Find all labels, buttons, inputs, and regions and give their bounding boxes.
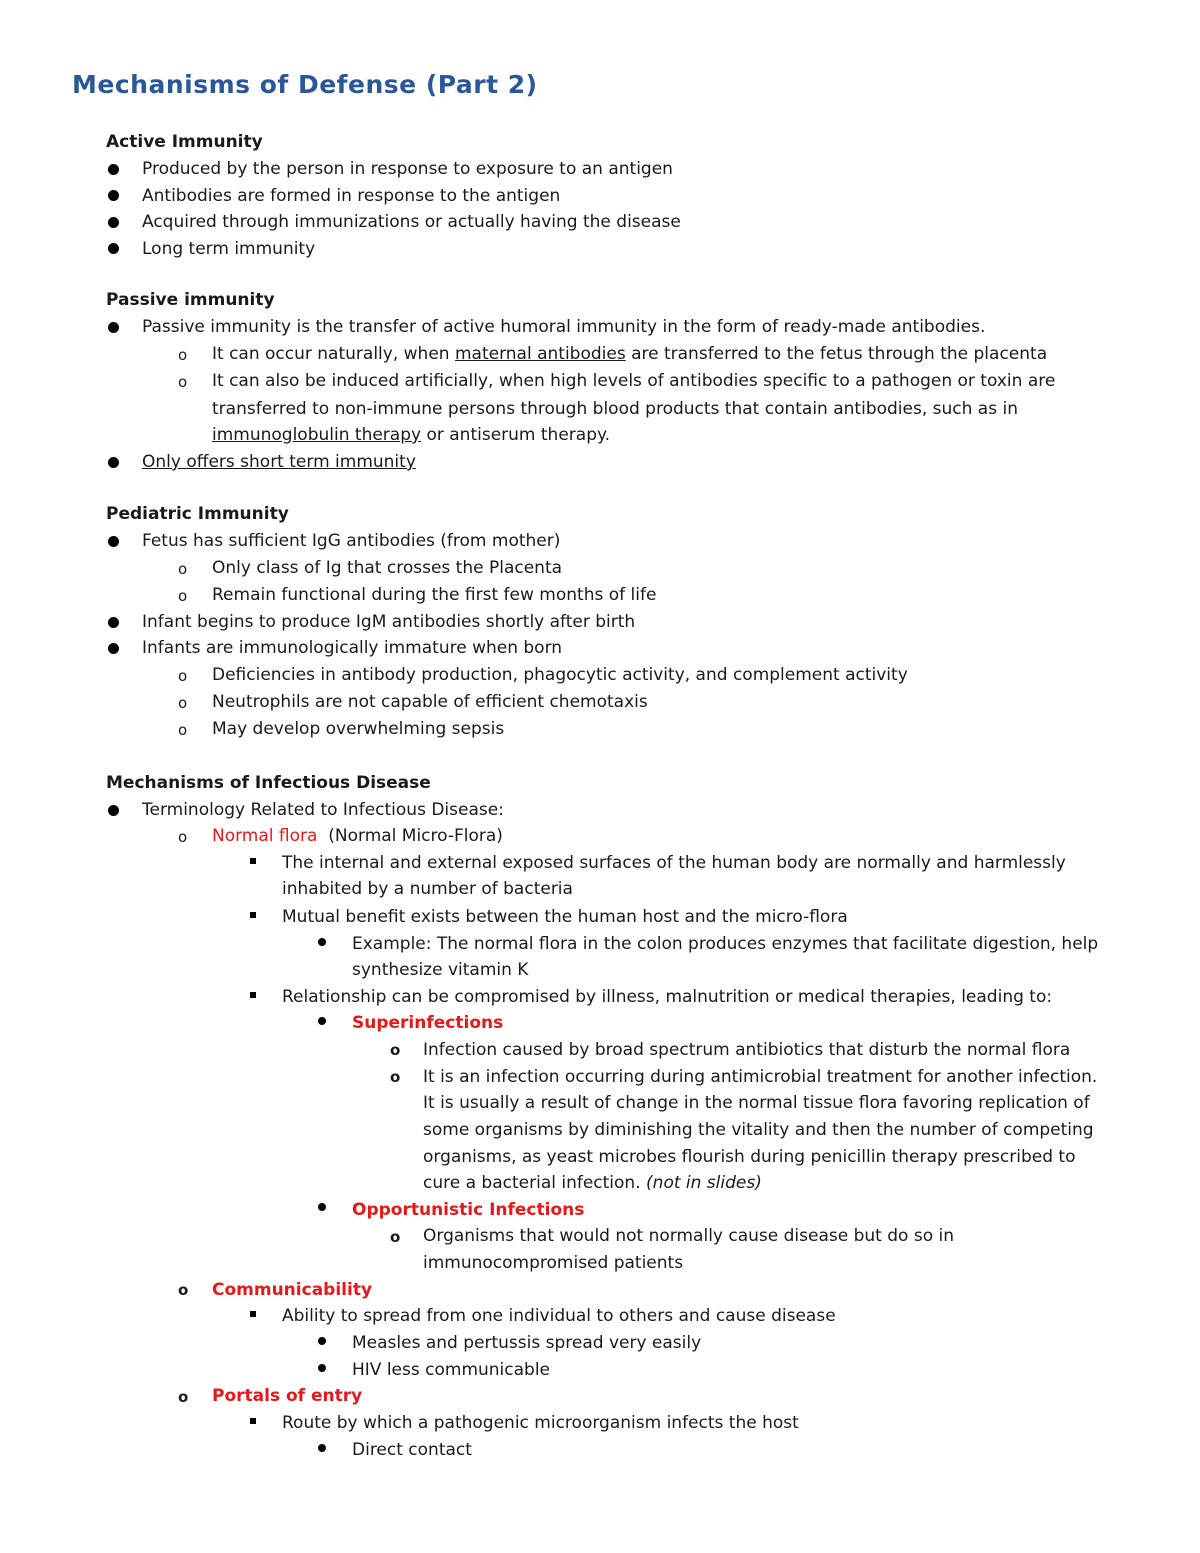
list-item: Relationship can be compromised by illness, malnutrition or medical therapies, leading to: (282, 987, 1053, 1007)
bullet-small-dot (318, 1444, 326, 1452)
list-item: May develop overwhelming sepsis (212, 719, 505, 739)
bullet-circle: o (178, 373, 188, 391)
list-item: Measles and pertussis spread very easily (352, 1333, 702, 1353)
list-item: Antibodies are formed in response to the antigen (142, 186, 561, 206)
list-item: Passive immunity is the transfer of active humoral immunity in the form of ready-made antibodies. (142, 317, 986, 337)
list-item: It can also be induced artificially, when high levels of antibodies specific to a pathogen or toxin are (212, 371, 1056, 391)
bullet-circle: o (178, 560, 188, 578)
highlighted-term: Normal flora (212, 826, 318, 846)
list-item: Mutual benefit exists between the human host and the micro-flora (282, 907, 848, 927)
list-item-continuation: immunoglobulin therapy or antiserum therapy. (212, 425, 611, 445)
bullet-circle: o (178, 587, 188, 605)
underlined-term: maternal antibodies (454, 344, 626, 364)
list-item: Terminology Related to Infectious Disease: (142, 800, 504, 820)
bullet-square (250, 1418, 256, 1424)
list-item: It can occur naturally, when maternal antibodies are transferred to the fetus through the placenta (212, 344, 1048, 364)
list-item: Infants are immunologically immature when born (142, 638, 563, 658)
bullet-dot (108, 457, 119, 468)
section-heading-infectious-disease: Mechanisms of Infectious Disease (106, 773, 431, 793)
highlighted-term: Opportunistic Infections (352, 1200, 585, 1220)
bullet-dot (108, 322, 119, 333)
bullet-square (250, 1311, 256, 1317)
bullet-dot (108, 164, 119, 175)
bullet-circle: o (178, 1281, 189, 1299)
list-item: The internal and external exposed surfaces of the human body are normally and harmlessly (282, 853, 1066, 873)
list-item-continuation: cure a bacterial infection. (not in slides) (423, 1173, 762, 1193)
list-item: Acquired through immunizations or actually having the disease (142, 212, 681, 232)
list-item-continuation: inhabited by a number of bacteria (282, 879, 573, 899)
list-item-continuation: transferred to non-immune persons through blood products that contain antibodies, such as in (212, 399, 1018, 419)
list-item-continuation: organisms, as yeast microbes flourish during penicillin therapy prescribed to (423, 1147, 1076, 1167)
bullet-dot (108, 217, 119, 228)
bullet-square (250, 912, 256, 918)
bullet-small-dot (318, 1364, 326, 1372)
bullet-circle: o (178, 721, 188, 739)
list-item: Fetus has sufficient IgG antibodies (from mother) (142, 531, 561, 551)
list-item-continuation: some organisms by diminishing the vitality and then the number of competing (423, 1120, 1094, 1140)
underlined-term: immunoglobulin therapy (212, 425, 422, 445)
list-item: Only class of Ig that crosses the Placenta (212, 558, 563, 578)
list-item: Route by which a pathogenic microorganism infects the host (282, 1413, 799, 1433)
bullet-circle: o (390, 1068, 401, 1086)
bullet-small-dot (318, 1203, 326, 1211)
section-heading-active-immunity: Active Immunity (106, 132, 263, 152)
bullet-square (250, 992, 256, 998)
italic-note: (not in slides) (646, 1173, 762, 1193)
section-heading-passive-immunity: Passive immunity (106, 290, 275, 310)
bullet-dot (108, 617, 119, 628)
bullet-circle: o (390, 1041, 401, 1059)
list-item: Deficiencies in antibody production, phagocytic activity, and complement activity (212, 665, 908, 685)
list-item: Infant begins to produce IgM antibodies shortly after birth (142, 612, 636, 632)
bullet-circle: o (178, 1388, 189, 1406)
bullet-dot (108, 805, 119, 816)
highlighted-term: Communicability (212, 1280, 373, 1300)
bullet-small-dot (318, 1337, 326, 1345)
bullet-circle: o (178, 694, 188, 712)
bullet-small-dot (318, 938, 326, 946)
bullet-dot (108, 243, 119, 254)
list-item: Example: The normal flora in the colon produces enzymes that facilitate digestion, help (352, 934, 1099, 954)
list-item: Direct contact (352, 1440, 472, 1460)
list-item: HIV less communicable (352, 1360, 551, 1380)
list-item: Infection caused by broad spectrum antibiotics that disturb the normal flora (423, 1040, 1071, 1060)
section-heading-pediatric-immunity: Pediatric Immunity (106, 504, 289, 524)
list-item: Long term immunity (142, 239, 316, 259)
bullet-circle: o (178, 667, 188, 685)
bullet-small-dot (318, 1017, 326, 1025)
bullet-circle: o (178, 346, 188, 364)
bullet-square (250, 858, 256, 864)
bullet-dot (108, 190, 119, 201)
list-item: Produced by the person in response to exposure to an antigen (142, 159, 673, 179)
bullet-dot (108, 643, 119, 654)
list-item: Neutrophils are not capable of efficient chemotaxis (212, 692, 648, 712)
list-item: It is an infection occurring during antimicrobial treatment for another infection. (423, 1067, 1098, 1087)
bullet-circle: o (390, 1228, 401, 1246)
list-item-continuation: It is usually a result of change in the normal tissue flora favoring replication of (423, 1093, 1090, 1113)
list-item: Normal flora (Normal Micro-Flora) (212, 826, 503, 846)
list-item: Ability to spread from one individual to others and cause disease (282, 1306, 836, 1326)
highlighted-term: Superinfections (352, 1013, 504, 1033)
list-item: Only offers short term immunity (142, 452, 416, 472)
list-item-continuation: immunocompromised patients (423, 1253, 684, 1273)
bullet-dot (108, 536, 119, 547)
list-item: Organisms that would not normally cause disease but do so in (423, 1226, 954, 1246)
list-item-continuation: synthesize vitamin K (352, 960, 529, 980)
bullet-circle: o (178, 828, 188, 846)
highlighted-term: Portals of entry (212, 1386, 363, 1406)
page-title: Mechanisms of Defense (Part 2) (72, 70, 538, 99)
list-item: Remain functional during the first few months of life (212, 585, 657, 605)
